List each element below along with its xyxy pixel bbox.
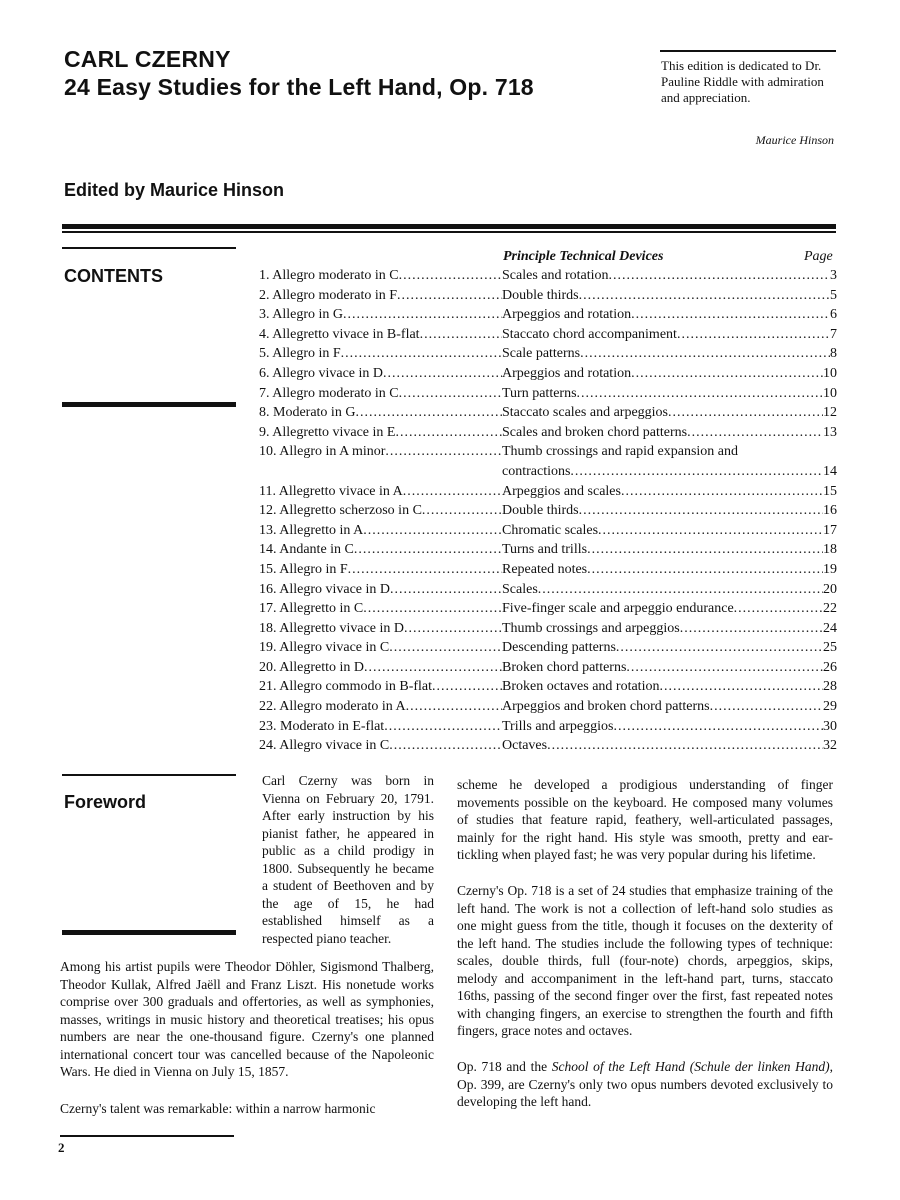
contents-row: [259, 384, 837, 404]
technical-device: Scales and broken chord patterns: [502, 424, 688, 440]
technical-device: Thumb crossings and rapid expansion and: [502, 444, 739, 460]
contents-divider: [62, 402, 236, 407]
movement-title: 4. Allegretto vivace in B-flat: [259, 326, 420, 342]
movement-title: 10. Allegro in A minor: [259, 444, 386, 460]
technical-device: Staccato scales and arpeggios: [502, 405, 668, 421]
header-thin-rule: [62, 231, 836, 233]
technical-device: Scales and rotation: [502, 268, 609, 283]
contents-row: [259, 325, 837, 345]
page-ref: 8: [830, 346, 837, 362]
page-ref: 10: [823, 365, 837, 381]
technical-device: Five-finger scale and arpeggio endurance: [502, 601, 734, 617]
technical-device: Octaves: [502, 738, 548, 754]
contents-row: [259, 482, 837, 502]
movement-title: 8. Moderato in G: [259, 405, 356, 421]
movement-title: 5. Allegro in F: [259, 346, 341, 362]
movement-title: 19. Allegro vivace in C: [259, 640, 390, 656]
page-column-header: Page: [804, 249, 833, 264]
page-ref: 20: [823, 581, 837, 597]
page-ref: 26: [823, 659, 837, 675]
technical-device-continued: contractions: [502, 463, 571, 479]
contents-row: [259, 658, 837, 678]
contents-row: [259, 717, 837, 737]
editor-credit: Edited by Maurice Hinson: [64, 180, 285, 200]
footer-rule: [60, 1135, 234, 1137]
technical-device: Arpeggios and broken chord patterns: [502, 699, 710, 715]
contents-row: [259, 540, 837, 560]
foreword-paragraph-1a: Carl Czerny was born in Vienna on February 20, 1791. After early instruction by his pianist father, he appeared in public as a child prodigy in 1800. Subsequently he became a student of Beethoven and by the age of 15, he had established himself as a respected piano teacher.: [262, 773, 434, 946]
technical-device: Turns and trills: [502, 542, 588, 558]
foreword-paragraph-5: [457, 1058, 833, 1111]
page-ref: 7: [830, 326, 837, 342]
technical-device: Broken chord patterns: [502, 659, 627, 675]
page-ref: 5: [830, 287, 837, 303]
technical-device: Double thirds: [502, 503, 579, 519]
page-ref: 16: [823, 503, 837, 519]
movement-title: 21. Allegro commodo in B-flat: [259, 679, 433, 695]
page-ref: 28: [823, 679, 837, 695]
movement-title: 6. Allegro vivace in D: [259, 365, 384, 381]
contents-row: [259, 580, 837, 600]
foreword-heading: Foreword: [64, 792, 147, 812]
technical-device: Staccato chord accompaniment: [502, 326, 677, 342]
contents-row: [259, 266, 837, 286]
work-title: 24 Easy Studies for the Left Hand, Op. 718: [64, 74, 534, 100]
technical-device: Thumb crossings and arpeggios: [502, 620, 680, 636]
foreword-p5-text-a: Op. 718 and the: [457, 1059, 552, 1074]
foreword-rule: [62, 774, 236, 776]
movement-title: 9. Allegretto vivace in E: [259, 424, 396, 440]
movement-title: 1. Allegro moderato in C: [259, 268, 399, 283]
technical-device: Trills and arpeggios: [502, 718, 614, 734]
technical-device: Scales: [502, 581, 538, 597]
page-ref: 17: [823, 522, 837, 538]
page-ref: 19: [823, 561, 837, 577]
page-ref: 22: [823, 601, 837, 617]
contents-row: [259, 501, 837, 521]
page-ref: 12: [823, 405, 837, 421]
technical-device: Scale patterns: [502, 346, 581, 362]
foreword-paragraph-4: Czerny's Op. 718 is a set of 24 studies that emphasize training of the left hand. The work is not a collection of left-hand solo studies as one might guess from the title, though it focuses on the dexterity of the left hand. The studies include the following types of technique: scales, double thirds, full (four-note) chords, arpeggios, skips, melody and accompaniment in the left-hand part, turns, staccato 16ths, passing of the second finger over the first, fast repeated notes with changing fingers, an exercise to strengthen the fourth and fifth fingers, grace notes and octaves.: [457, 883, 833, 1038]
foreword-paragraph-2: Czerny's talent was remarkable: within a narrow harmonic: [60, 1101, 376, 1116]
contents-table: [259, 266, 837, 756]
technical-device: Arpeggios and rotation: [502, 365, 632, 381]
technical-device: Broken octaves and rotation: [502, 679, 660, 695]
contents-row: [259, 305, 837, 325]
movement-title: 14. Andante in C: [259, 542, 354, 558]
technical-device: Double thirds: [502, 287, 579, 303]
movement-title: 12. Allegretto scherzoso in C: [259, 503, 422, 519]
contents-row: [259, 344, 837, 364]
page-ref: 32: [823, 738, 837, 754]
foreword-p5-text-b: , Op. 399, are Czerny's only two opus numbers devoted exclusively to developing the left hand.: [457, 1059, 833, 1109]
technical-device: Descending patterns: [502, 640, 616, 656]
page-ref: 18: [823, 542, 837, 558]
contents-row: [259, 403, 837, 423]
contents-row: [259, 697, 837, 717]
movement-title: 2. Allegro moderato in F: [259, 287, 398, 303]
movement-title: 18. Allegretto vivace in D: [259, 620, 405, 636]
movement-title: 17. Allegretto in C: [259, 601, 364, 617]
movement-title: 23. Moderato in E-flat: [259, 718, 385, 734]
movement-title: 11. Allegretto vivace in A: [259, 483, 403, 499]
contents-row: [259, 364, 837, 384]
contents-row: [259, 560, 837, 580]
foreword-divider: [62, 930, 236, 935]
page-ref: 15: [823, 483, 837, 499]
dedication-rule: [660, 50, 836, 52]
technical-device: Turn patterns: [502, 385, 577, 401]
technical-device: Arpeggios and scales: [502, 483, 621, 499]
contents-rule: [62, 247, 236, 249]
composer-name: CARL CZERNY: [64, 46, 231, 72]
foreword-paragraph-3: scheme he developed a prodigious understanding of finger movements possible on the keyboard. He composed many volumes of studies that feature rapid, feathery, well-articulated passages, mainly for the right hand. His style was smooth, pretty and ear-tickling when played fast; he was very popular during his lifetime.: [457, 777, 833, 862]
foreword-p5-title: School of the Left Hand (Schule der linken Hand): [551, 1059, 830, 1074]
page-ref: 14: [823, 463, 837, 479]
devices-column-header: Principle Technical Devices: [503, 249, 664, 264]
contents-row: [259, 638, 837, 658]
page-ref: 3: [830, 268, 837, 283]
movement-title: 20. Allegretto in D: [259, 659, 364, 675]
contents-row: [259, 286, 837, 306]
movement-title: 15. Allegro in F: [259, 561, 348, 577]
movement-title: 22. Allegro moderato in A: [259, 699, 406, 715]
contents-row: [259, 442, 837, 481]
movement-title: 13. Allegretto in A: [259, 522, 364, 538]
page-ref: 6: [830, 307, 837, 323]
contents-row: [259, 736, 837, 756]
contents-row: [259, 677, 837, 697]
technical-device: Arpeggios and rotation: [502, 307, 632, 323]
dedication-text: This edition is dedicated to Dr. Pauline Riddle with admiration and appreciation.: [661, 58, 824, 105]
page-ref: 24: [823, 620, 837, 636]
contents-row: [259, 599, 837, 619]
contents-row: [259, 423, 837, 443]
contents-row: [259, 619, 837, 639]
contents-heading: CONTENTS: [64, 266, 163, 286]
page-ref: 10: [823, 385, 837, 401]
page-number: 2: [58, 1140, 65, 1155]
page-ref: 29: [823, 699, 837, 715]
technical-device: Repeated notes: [502, 561, 588, 577]
contents-row: [259, 521, 837, 541]
movement-title: 7. Allegro moderato in C: [259, 385, 399, 401]
movement-title: 24. Allegro vivace in C: [259, 738, 390, 754]
technical-device: Chromatic scales: [502, 522, 599, 538]
header-thick-rule: [62, 224, 836, 229]
movement-title: 16. Allegro vivace in D: [259, 581, 391, 597]
foreword-paragraph-1b: Among his artist pupils were Theodor Döhler, Sigismond Thalberg, Theodor Kullak, Alfred Jaëll and Franz Liszt. His nonetude works comprise over 300 graduals and offertories, as well as symphonies, masses, writings in music history and theoretical treatises; his opus numbers are near the one-thousand figure. Czerny's one planned international concert tour was cancelled because of the Napoleonic Wars. He died in Vienna on July 15, 1857.: [60, 959, 434, 1079]
page-ref: 25: [823, 640, 837, 656]
movement-title: 3. Allegro in G: [259, 307, 343, 323]
page-ref: 13: [823, 424, 837, 440]
dedication-signature: Maurice Hinson: [755, 133, 834, 147]
page-ref: 30: [823, 718, 837, 734]
